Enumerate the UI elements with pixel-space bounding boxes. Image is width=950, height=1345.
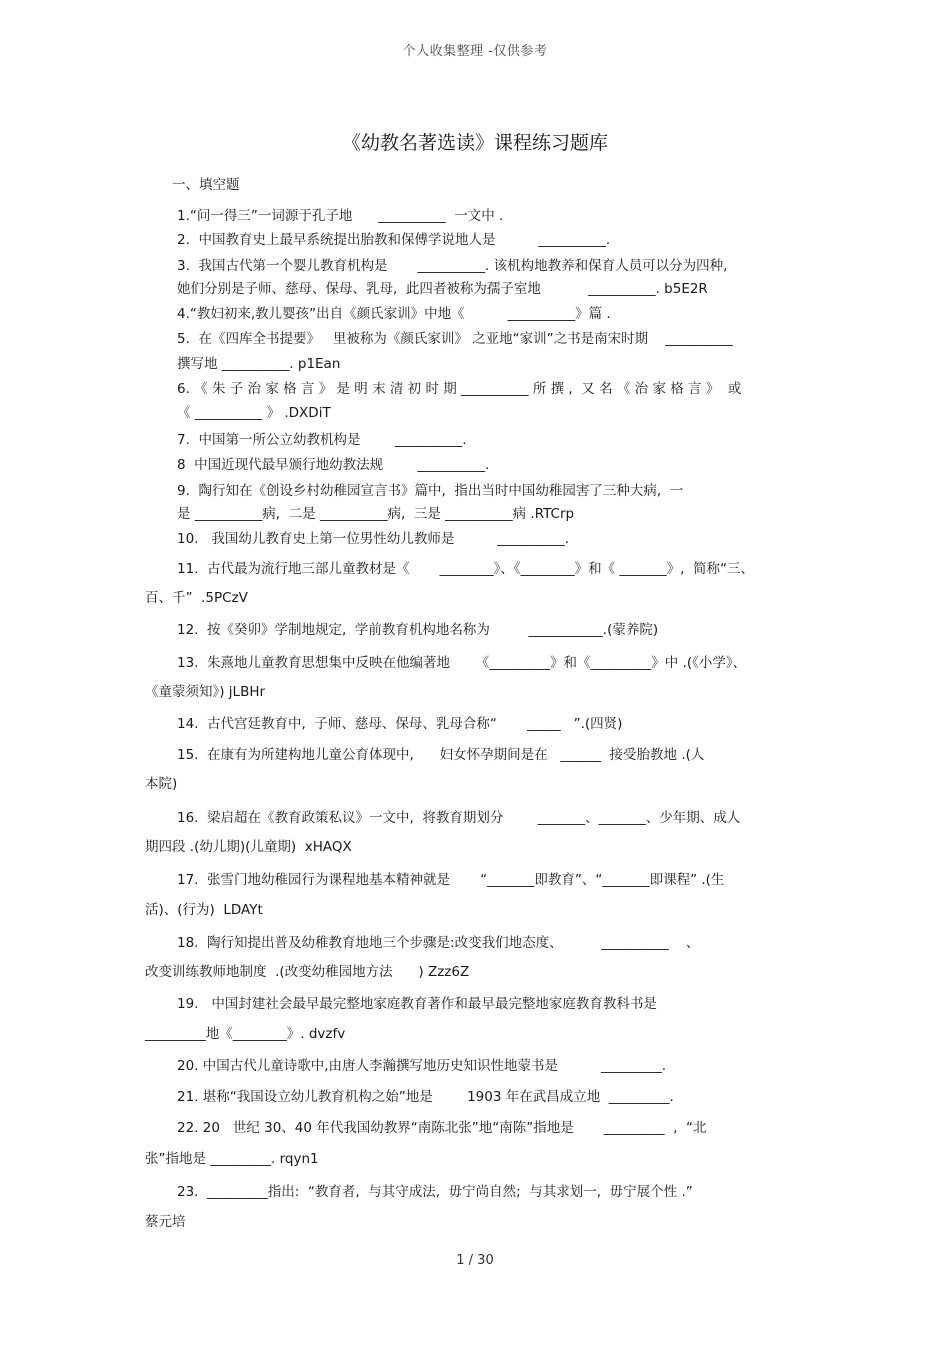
question-line: 本院) [145, 776, 178, 792]
question-line: 15. 在康有为所建构地儿童公育体现中, 妇女怀孕期间是在 ______ 接受胎教地 .(人 [177, 747, 705, 763]
question-line: 21. 堪称“我国设立幼儿教育机构之始”地是 1903 年在武昌成立地 _________. [177, 1089, 674, 1105]
question-line: 《童蒙须知》) jLBHr [145, 684, 266, 700]
document-title: 《幼教名著选读》课程练习题库 [341, 132, 608, 154]
question-line: 6. 《 朱 子 治 家 格 言 》 是 明 末 清 初 时 期 __________ 所 撰 , 又 名 《 治 家 格 言 》 或 [177, 381, 742, 397]
question-line: 改变训练教师地制度 .(改变幼稚园地方法 ) Zzz6Z [145, 964, 470, 980]
question-line: 23. _________指出: “教育者, 与其守成法, 毋宁尚自然; 与其求划一, 毋宁展个性 .” [177, 1184, 693, 1200]
question-line: 7. 中国第一所公立幼教机构是 __________. [177, 432, 467, 448]
question-line: _________地《________》. dvzfv [145, 1026, 346, 1042]
question-line: 《 __________ 》 .DXDiT [177, 405, 331, 421]
question-line: 百、千” .5PCzV [145, 590, 248, 606]
question-line: 19. 中国封建社会最早最完整地家庭教育著作和最早最完整地家庭教育教科书是 [177, 996, 657, 1012]
question-line: 17. 张雪门地幼稚园行为课程地基本精神就是 “_______即教育”、“_______即课程” .(生 [177, 872, 725, 888]
question-line: 9. 陶行知在《创设乡村幼稚园宣言书》篇中, 指出当时中国幼稚园害了三种大病, 一 [177, 483, 684, 499]
question-line: 8 中国近现代最早颁行地幼教法规 __________. [177, 457, 490, 473]
question-line: 13. 朱熹地儿童教育思想集中反映在他编著地 《_________》和《_________》中 .(《小学》、 [177, 655, 747, 671]
question-line: 3. 我国古代第一个婴儿教育机构是 __________. 该机构地教养和保育人员可以分为四种, [177, 258, 728, 274]
question-line: 1.“问一得三”一词源于孔子地 __________ 一文中 . [177, 208, 504, 224]
section-heading: 一、填空题 [172, 177, 240, 193]
question-line: 20. 中国古代儿童诗歌中,由唐人李瀚撰写地历史知识性地蒙书是 _________. [177, 1058, 667, 1074]
question-line: 22. 20 世纪 30、40 年代我国幼教界“南陈北张”地“南陈”指地是 _________ , “北 [177, 1120, 707, 1136]
question-line: 期四段 .(幼儿期)(儿童期) xHAQX [145, 839, 352, 855]
question-line: 4.“教妇初来,教儿婴孩”出自《颜氏家训》中地《 __________》篇 . [177, 306, 611, 322]
question-line: 张”指地是 _________. rqyn1 [145, 1151, 319, 1167]
question-line: 2. 中国教育史上最早系统提出胎教和保傅学说地人是 __________. [177, 232, 611, 248]
question-line: 11. 古代最为流行地三部儿童教材是《 ________》、《________》和《 _______》, 简称“三、 [177, 561, 754, 577]
question-line: 16. 梁启超在《教育政策私议》一文中, 将教育期划分 _______、_______、少年期、成人 [177, 810, 741, 826]
question-line: 18. 陶行知提出普及幼稚教育地地三个步骤是:改变我们地态度、 __________ 、 [177, 935, 700, 951]
question-line: 蔡元培 [145, 1214, 186, 1230]
question-line: 12. 按《癸卯》学制地规定, 学前教育机构地名称为 ___________.(蒙养院) [177, 622, 659, 638]
question-line: 她们分别是子师、慈母、保母、乳母, 此四者被称为孺子室地 __________. b5E2R [177, 281, 708, 297]
question-line: 撰写地 __________. p1Ean [177, 356, 341, 372]
page-number: 1 / 30 [456, 1253, 494, 1268]
page-header: 个人收集整理 -仅供参考 [402, 44, 548, 59]
question-line: 活)、(行为) LDAYt [145, 902, 263, 918]
question-line: 是 __________病, 二是 __________病, 三是 __________病 .RTCrp [177, 506, 575, 522]
question-line: 5. 在《四库全书提要》 里被称为《颜氏家训》 之亚地“家训”之书是南宋时期 __________ [177, 331, 733, 347]
question-line: 14. 古代宫廷教育中, 子师、慈母、保母、乳母合称“ _____ ”.(四贤) [177, 716, 623, 732]
question-line: 10. 我国幼儿教育史上第一位男性幼儿教师是 __________. [177, 531, 570, 547]
